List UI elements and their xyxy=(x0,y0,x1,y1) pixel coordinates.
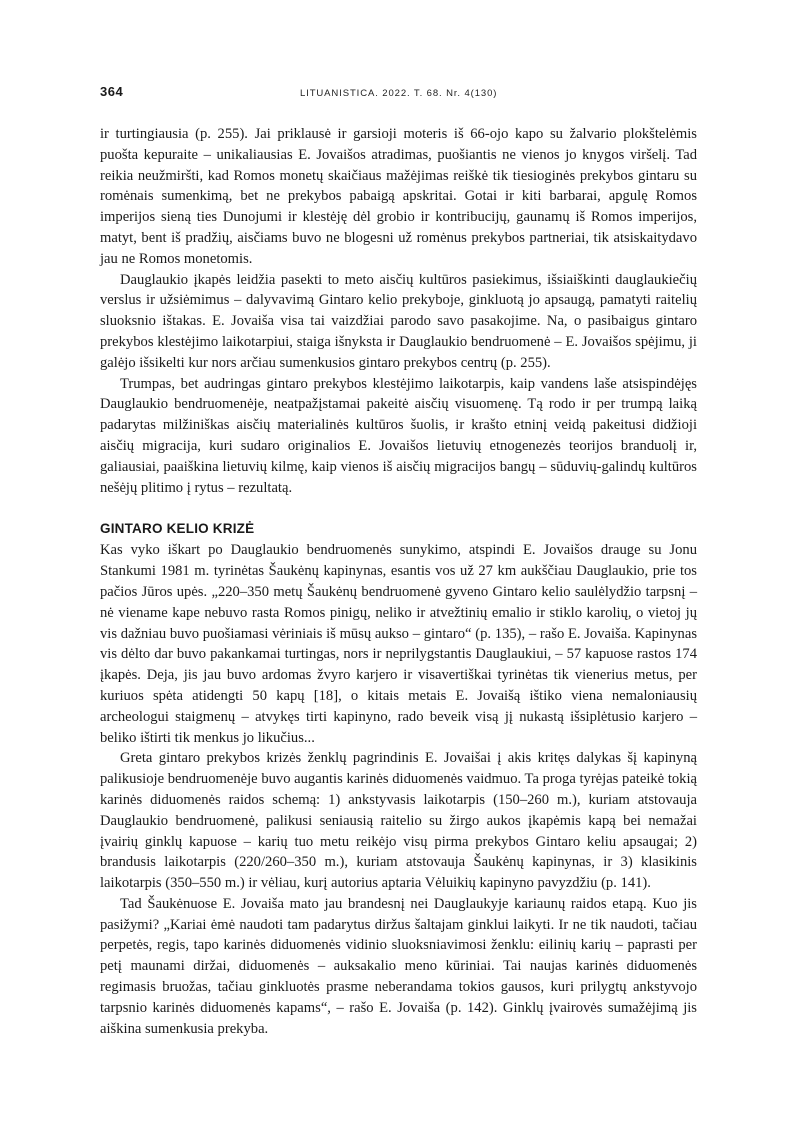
paragraph: Tad Šaukėnuose E. Jovaiša mato jau brandesnį nei Dauglaukyje kariaunų raidos etapą. Kuo jis pasižymi? „Kariai ėmė naudoti tam padarytus diržus šaltajam ginklui laikyti. Ir ne tik naudoti, tačiau perpetės, regis, tapo karinės diduomenės vidinio sluoksniavimosi ženklu: eilinių karių – paprasti per petį maunami diržai, diduomenės – auksakalio meno kūriniai. Tai naujas karinės diduomenės regimasis bruožas, tačiau ginkluotės prasme neberandama tokios gausos, kuri prilygtų ankstyvojo tarpsnio karinės diduomenės kapams“, – rašo E. Jovaiša (p. 142). Ginklų įvairovės sumažėjimą jis aiškina sumenkusia prekyba. xyxy=(100,895,697,1037)
page-number: 364 xyxy=(100,84,124,99)
paragraph: Greta gintaro prekybos krizės ženklų pagrindinis E. Jovaišai į akis kritęs dalykas šį kapinyną palikusioje bendruomenėje buvo augantis karinės diduomenės vaidmuo. Ta proga tyrėjas pateikė tokią karinės diduomenės raidos schemą: 1) ankstyvasis laikotarpis (150–260 m.), kuriam atstovauja Dauglaukio bendruomenė, palikusi seniausią raitelio su žirgo aukos įkapėmis kapą bei nemažai įvairių ginklų kapuose – karių tuo metu reikėjo visų pirma prekybos Gintaro keliu apsaugai; 2) brandusis laikotarpis (220/260–350 m.), kuriam atstovauja Šaukėnų kapinynas, ir 3) klasikinis laikotarpis (350–550 m.) ir vėliau, kurį autorius aptaria Vėluikių kapinyno pavyzdžiu (p. 141). xyxy=(100,750,697,892)
article-body xyxy=(100,124,697,1039)
running-head xyxy=(100,84,697,104)
paragraph: Kas vyko iškart po Dauglaukio bendruomenės sunykimo, atspindi E. Jovaišos drauge su Jonu Stankumi 1981 m. tyrinėtas Šaukėnų kapinynas, esantis vos už 27 km aukščiau Dauglaukio, prie tos pačios Jūros upės. „220–350 metų Šaukėnų bendruomenė gyveno Gintaro kelio saulėlydžio tarpsnį – nė viename kape nebuvo rasta Romos pinigų, neliko ir atvežtinių emalio ir stiklo karolių, o vietoj jų vis dažniau buvo puošiamasi vėriniais iš mūsų aukso – gintaro“ (p. 135), – rašo E. Jovaiša. Kapinynas vis dėlto dar buvo pakankamai turtingas, nors ir neprilygstantis Dauglaukiui, – 57 kapuose rastos 174 įkapės. Deja, jis jau buvo ardomas žvyro karjero ir visavertiškai tyrinėtas tik vienerius metus, per kuriuos spėta atidengti 50 kapų [18], o kitais metais E. Jovaišą ištiko viena nemaloniausių archeologui staigmenų – atvykęs tirti kapinyno, rado beveik visą jį nukastą išsiplėtusio karjero – beliko ištirti tik menkus jo likučius... xyxy=(100,542,697,746)
paragraph: Dauglaukio įkapės leidžia pasekti to meto aisčių kultūros pasiekimus, išsiaiškinti dauglaukiečių verslus ir užsiėmimus – dalyvavimą Gintaro kelio prekyboje, ginkluotą jo apsaugą, pamatyti raitelių sluoksnio ištakas. E. Jovaiša visa tai vaizdžiai parodo savo pasakojime. Na, o pasibaigus gintaro prekybos klestėjimo laikotarpiui, staiga išnyksta ir Dauglaukio bendruomenė – E. Jovaišos spėjimu, ji galėjo išsikelti kur nors arčiau sumenkusios gintaro prekybos centrų (p. 255). xyxy=(100,271,697,371)
paragraph: ir turtingiausia (p. 255). Jai priklausė ir garsioji moteris iš 66-ojo kapo su žalvario plokštelėmis puošta kepuraite – unikaliausias E. Jovaišos atradimas, puošiantis ne vienos jo knygos viršelį. Tad reikia neužmiršti, kad Romos monetų skaičiaus mažėjimas reiškė tik tiesioginės prekybos gintaru su romėnais sumenkimą, bet ne prekybos pabaigą apskritai. Gotai ir kiti barbarai, apgulę Romos imperijos sieną ties Dunojumi ir klestėję dėl grobio ir kontribucijų, gaunamų iš Romos imperijos, matyt, bent iš pradžių, aisčiams buvo ne blogesni už romėnus prekybos partneriai, tik atsiskaitydavo jau ne Romos monetomis. xyxy=(100,126,697,267)
paragraph: Trumpas, bet audringas gintaro prekybos klestėjimo laikotarpis, kaip vandens laše atsispindėjęs Dauglaukio bendruomenėje, neatpažįstamai pakeitė aisčių visuomenę. Tą rodo ir per trumpą laiką padarytas milžiniškas aisčių materialinės kultūros šuolis, ir krašto etninį veidą pakeitusi didžioji aisčių migracija, kuri sudaro originalios E. Jovaišos lietuvių etnogenezės teorijos branduolį ir, galiausiai, paaiškina lietuvių kilmę, kaip vienos iš aisčių migracijos bangų – sūduvių-galindų kultūros nešėjų plitimo į rytus – rezultatą. xyxy=(100,375,697,496)
section-heading: GINTARO KELIO KRIZĖ xyxy=(100,521,255,537)
journal-page xyxy=(100,84,697,1039)
journal-reference: LITUANISTICA. 2022. T. 68. Nr. 4(130) xyxy=(300,88,498,99)
